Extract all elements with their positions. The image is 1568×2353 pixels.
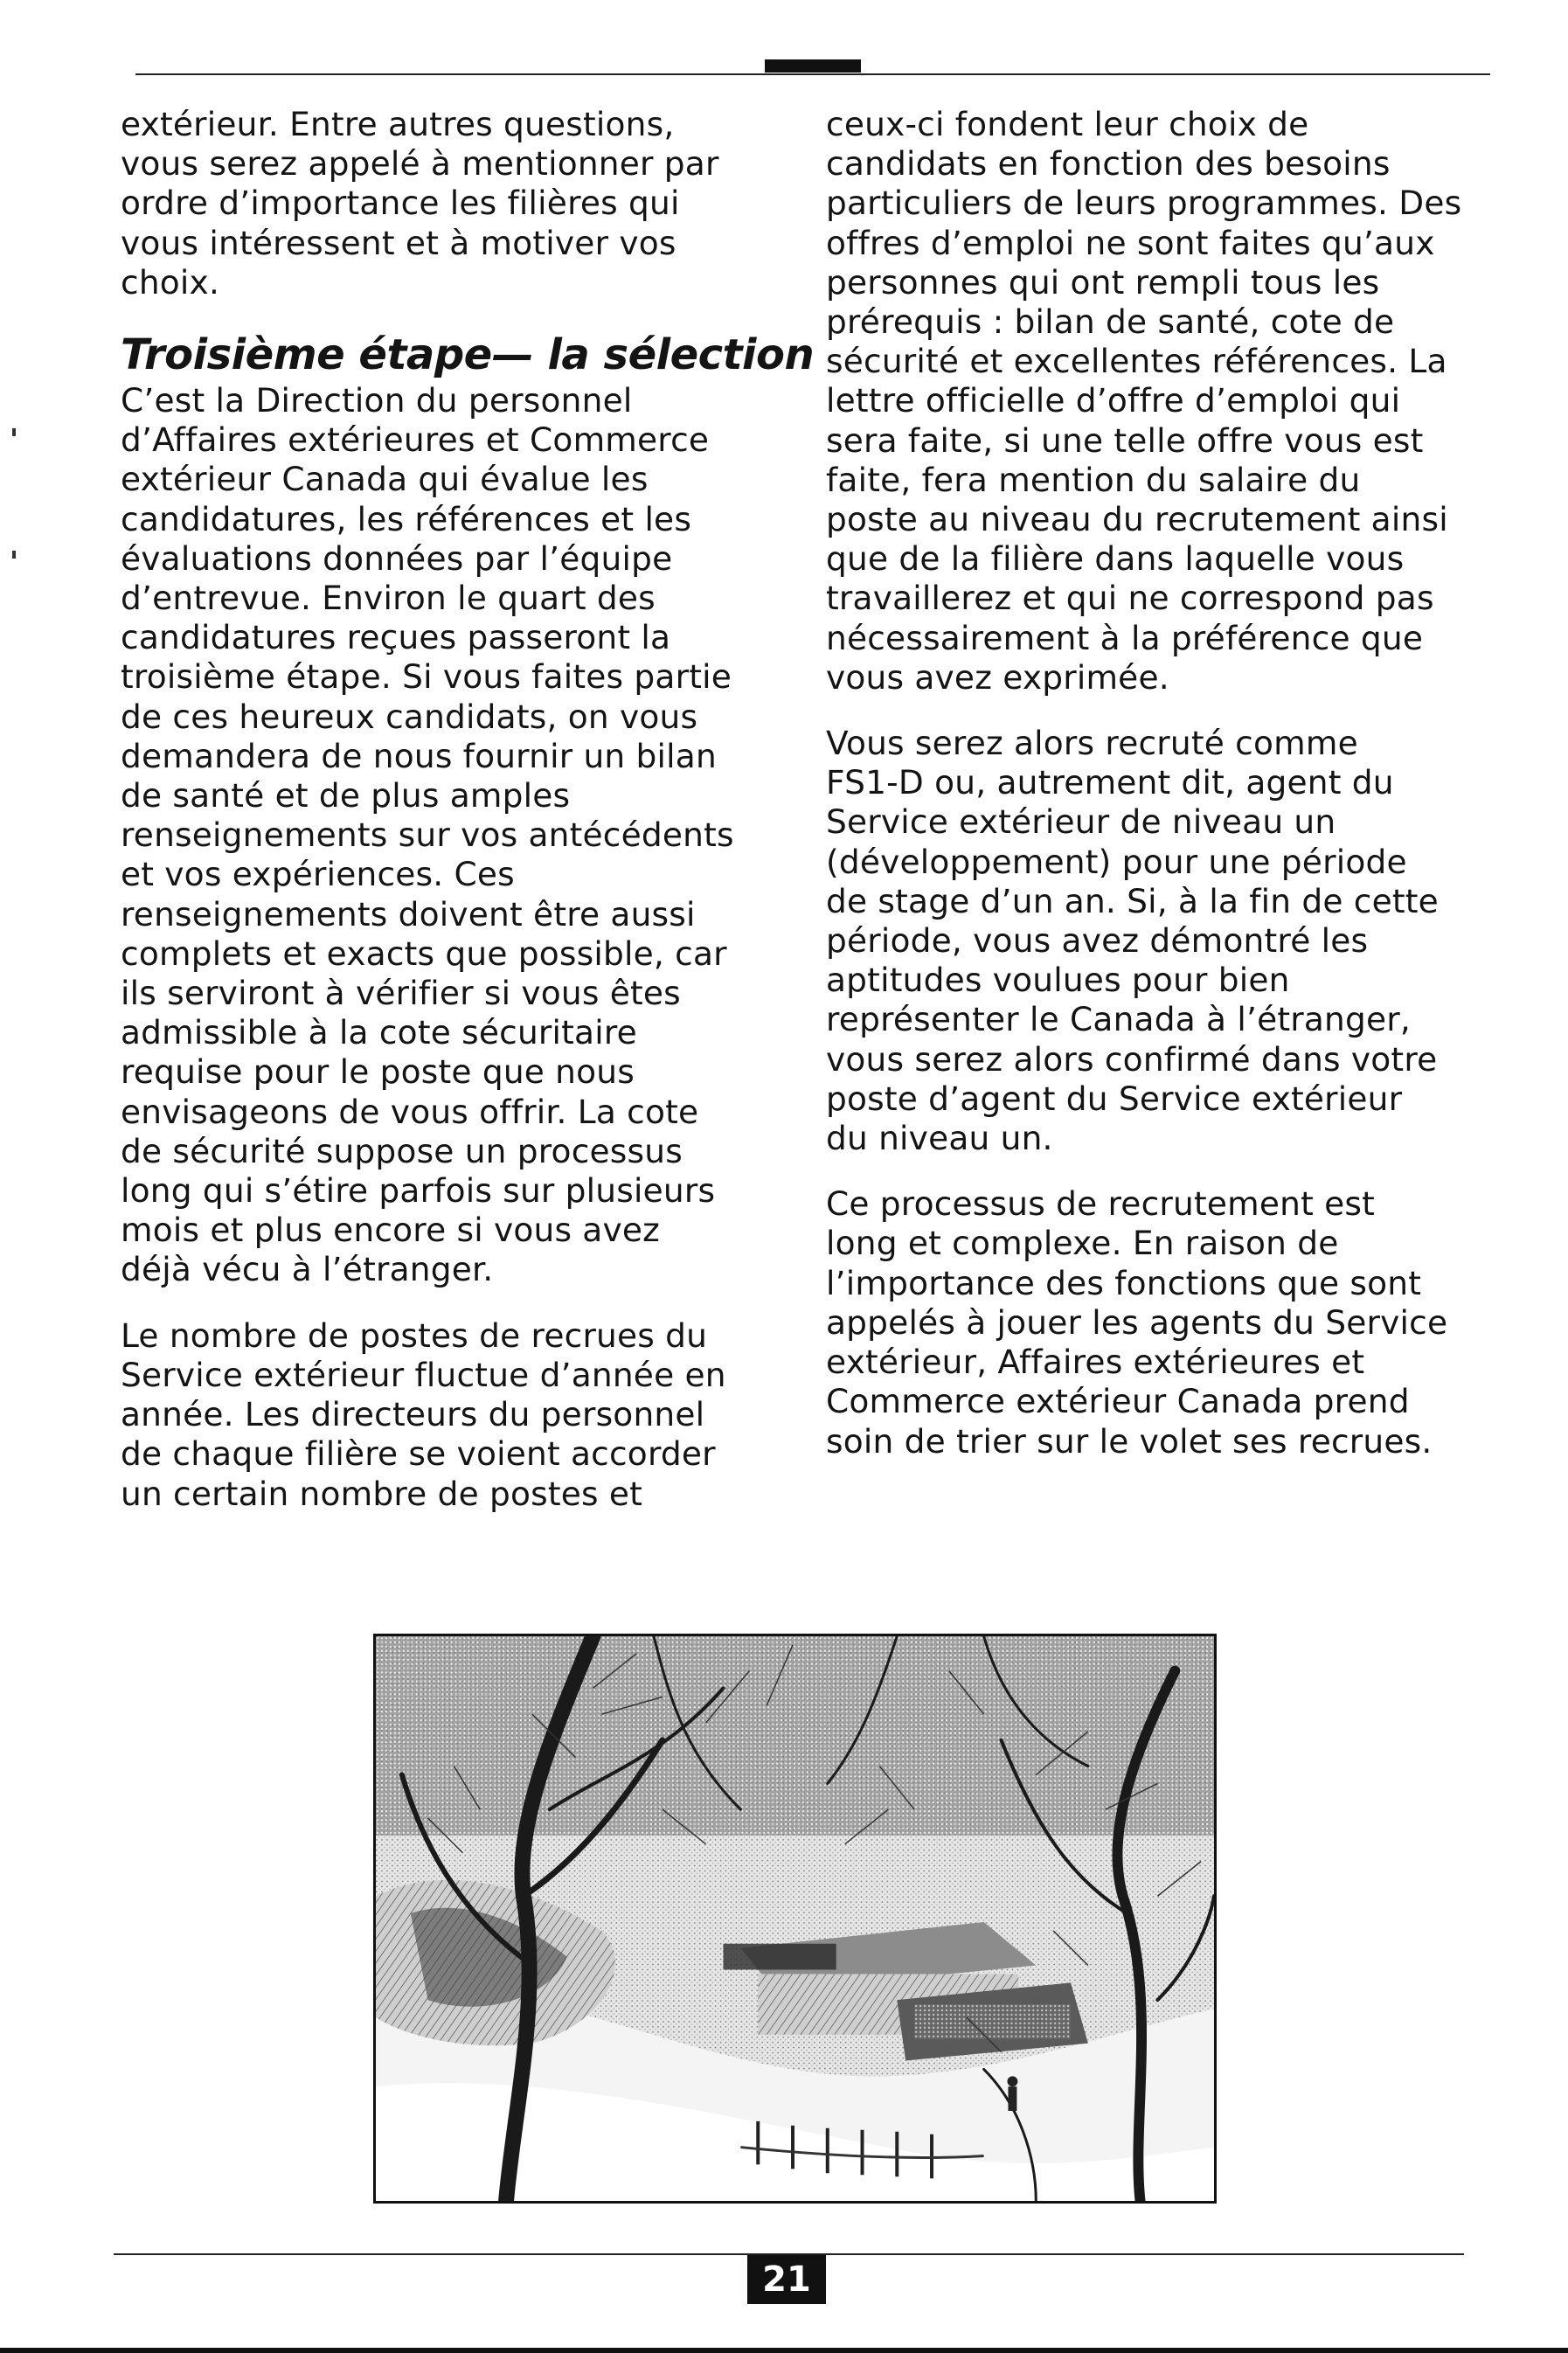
text-line: soin de trier sur le volet ses recrues. [826, 1421, 1433, 1461]
text-line: extérieur, Affaires extérieures et [826, 1343, 1365, 1382]
text-line: de santé et de plus amples [121, 776, 571, 816]
text-line: appelés à jouer les agents du Service [826, 1302, 1448, 1342]
text-line: Vous serez alors recruté comme [826, 724, 1358, 763]
text-line: déjà vécu à l’étranger. [121, 1250, 494, 1289]
text-line: vous serez alors confirmé dans votre [826, 1039, 1438, 1079]
text-line: nécessairement à la préférence que [826, 618, 1424, 657]
text-line: extérieur. Entre autres questions, [121, 105, 675, 143]
header-tab-mark [765, 59, 861, 73]
margin-mark [12, 428, 16, 436]
text-line: mois et plus encore si vous avez [121, 1211, 661, 1250]
winter-landscape-photo [373, 1634, 1217, 2204]
photo-illustration [376, 1636, 1214, 2201]
text-line: poste au niveau du recrutement ainsi [826, 500, 1448, 539]
text-line: d’Affaires extérieures et Commerce [121, 420, 710, 460]
text-line: période, vous avez démontré les [826, 921, 1369, 961]
text-line: un certain nombre de postes et [121, 1474, 643, 1513]
text-line: candidatures reçues passeront la [121, 618, 671, 657]
text-line: aptitudes voulues pour bien [826, 961, 1290, 1000]
text-line: envisageons de vous offrir. La cote [121, 1092, 699, 1131]
text-line: sera faite, si une telle offre vous est [826, 420, 1424, 460]
section-heading: Troisième étape— la sélection [121, 330, 815, 380]
text-line: (développement) pour une période [826, 842, 1407, 881]
text-line: travaillerez et qui ne correspond pas [826, 579, 1434, 618]
text-line: Le nombre de postes de recrues du [121, 1315, 708, 1355]
text-line: demandera de nous fournir un bilan [121, 736, 717, 775]
text-line: et vos expériences. Ces [121, 855, 515, 894]
text-line: vous avez exprimée. [826, 657, 1169, 697]
text-line: ceux-ci fondent leur choix de [826, 105, 1309, 143]
left-paragraph-1 [121, 105, 785, 302]
right-paragraph-3 [826, 1184, 1490, 1461]
header-rule [135, 73, 1490, 75]
text-line: offres d’emploi ne sont faites qu’aux [826, 223, 1435, 262]
left-column [121, 105, 815, 1540]
text-line: l’importance des fonctions que sont [826, 1263, 1422, 1302]
text-line: troisième étape. Si vous faites partie [121, 657, 732, 697]
right-paragraph-1 [826, 105, 1490, 698]
text-line: du niveau un. [826, 1119, 1053, 1158]
text-line: choix. [121, 262, 220, 302]
text-line: renseignements sur vos antécédents [121, 816, 734, 855]
right-column [826, 105, 1490, 1488]
text-line: représenter le Canada à l’étranger, [826, 1000, 1412, 1039]
text-line: requise pour le poste que nous [121, 1052, 635, 1092]
text-line: FS1-D ou, autrement dit, agent du [826, 763, 1394, 802]
text-line: candidatures, les références et les [121, 499, 692, 538]
text-line: évaluations données par l’équipe [121, 538, 673, 578]
text-line: complets et exacts que possible, car [121, 934, 727, 973]
text-line: prérequis : bilan de santé, cote de [826, 302, 1395, 342]
left-paragraph-3 [121, 1316, 785, 1514]
text-line: Commerce extérieur Canada prend [826, 1382, 1410, 1421]
text-line: de stage d’un an. Si, à la fin de cette [826, 881, 1439, 920]
text-line: particuliers de leurs programmes. Des [826, 184, 1462, 223]
text-line: d’entrevue. Environ le quart des [121, 579, 656, 618]
text-line: Ce processus de recrutement est [826, 1184, 1376, 1224]
margin-mark [12, 551, 16, 559]
text-line: renseignements doivent être aussi [121, 894, 696, 934]
text-line: long qui s’étire parfois sur plusieurs [121, 1171, 716, 1211]
text-line: année. Les directeurs du personnel [121, 1395, 705, 1434]
text-line: de ces heureux candidats, on vous [121, 697, 698, 736]
text-line: personnes qui ont rempli tous les [826, 262, 1380, 302]
text-line: de sécurité suppose un processus [121, 1131, 683, 1170]
text-line: admissible à la cote sécuritaire [121, 1013, 637, 1052]
text-line: sécurité et excellentes références. La [826, 342, 1447, 381]
text-line: de chaque filière se voient accorder [121, 1434, 716, 1474]
text-line: C’est la Direction du personnel [121, 381, 633, 420]
text-line: candidats en fonction des besoins [826, 144, 1391, 184]
text-line: ordre d’importance les filières qui [121, 184, 680, 223]
text-line: long et complexe. En raison de [826, 1224, 1339, 1263]
text-line: faite, fera mention du salaire du [826, 460, 1361, 499]
text-line: que de la filière dans laquelle vous [826, 539, 1405, 579]
text-line: lettre officielle d’offre d’emploi qui [826, 381, 1401, 420]
right-paragraph-2 [826, 724, 1490, 1158]
page-number: 21 [747, 2255, 826, 2304]
text-line: Service extérieur fluctue d’année en [121, 1355, 726, 1394]
left-paragraph-2 [121, 381, 785, 1290]
text-line: poste d’agent du Service extérieur [826, 1079, 1403, 1118]
text-line: extérieur Canada qui évalue les [121, 460, 649, 499]
scan-edge [0, 2348, 1568, 2353]
text-line: vous serez appelé à mentionner par [121, 144, 719, 184]
text-line: ils serviront à vérifier si vous êtes [121, 974, 681, 1013]
text-line: vous intéressent et à motiver vos [121, 223, 676, 262]
text-line: Service extérieur de niveau un [826, 802, 1336, 842]
